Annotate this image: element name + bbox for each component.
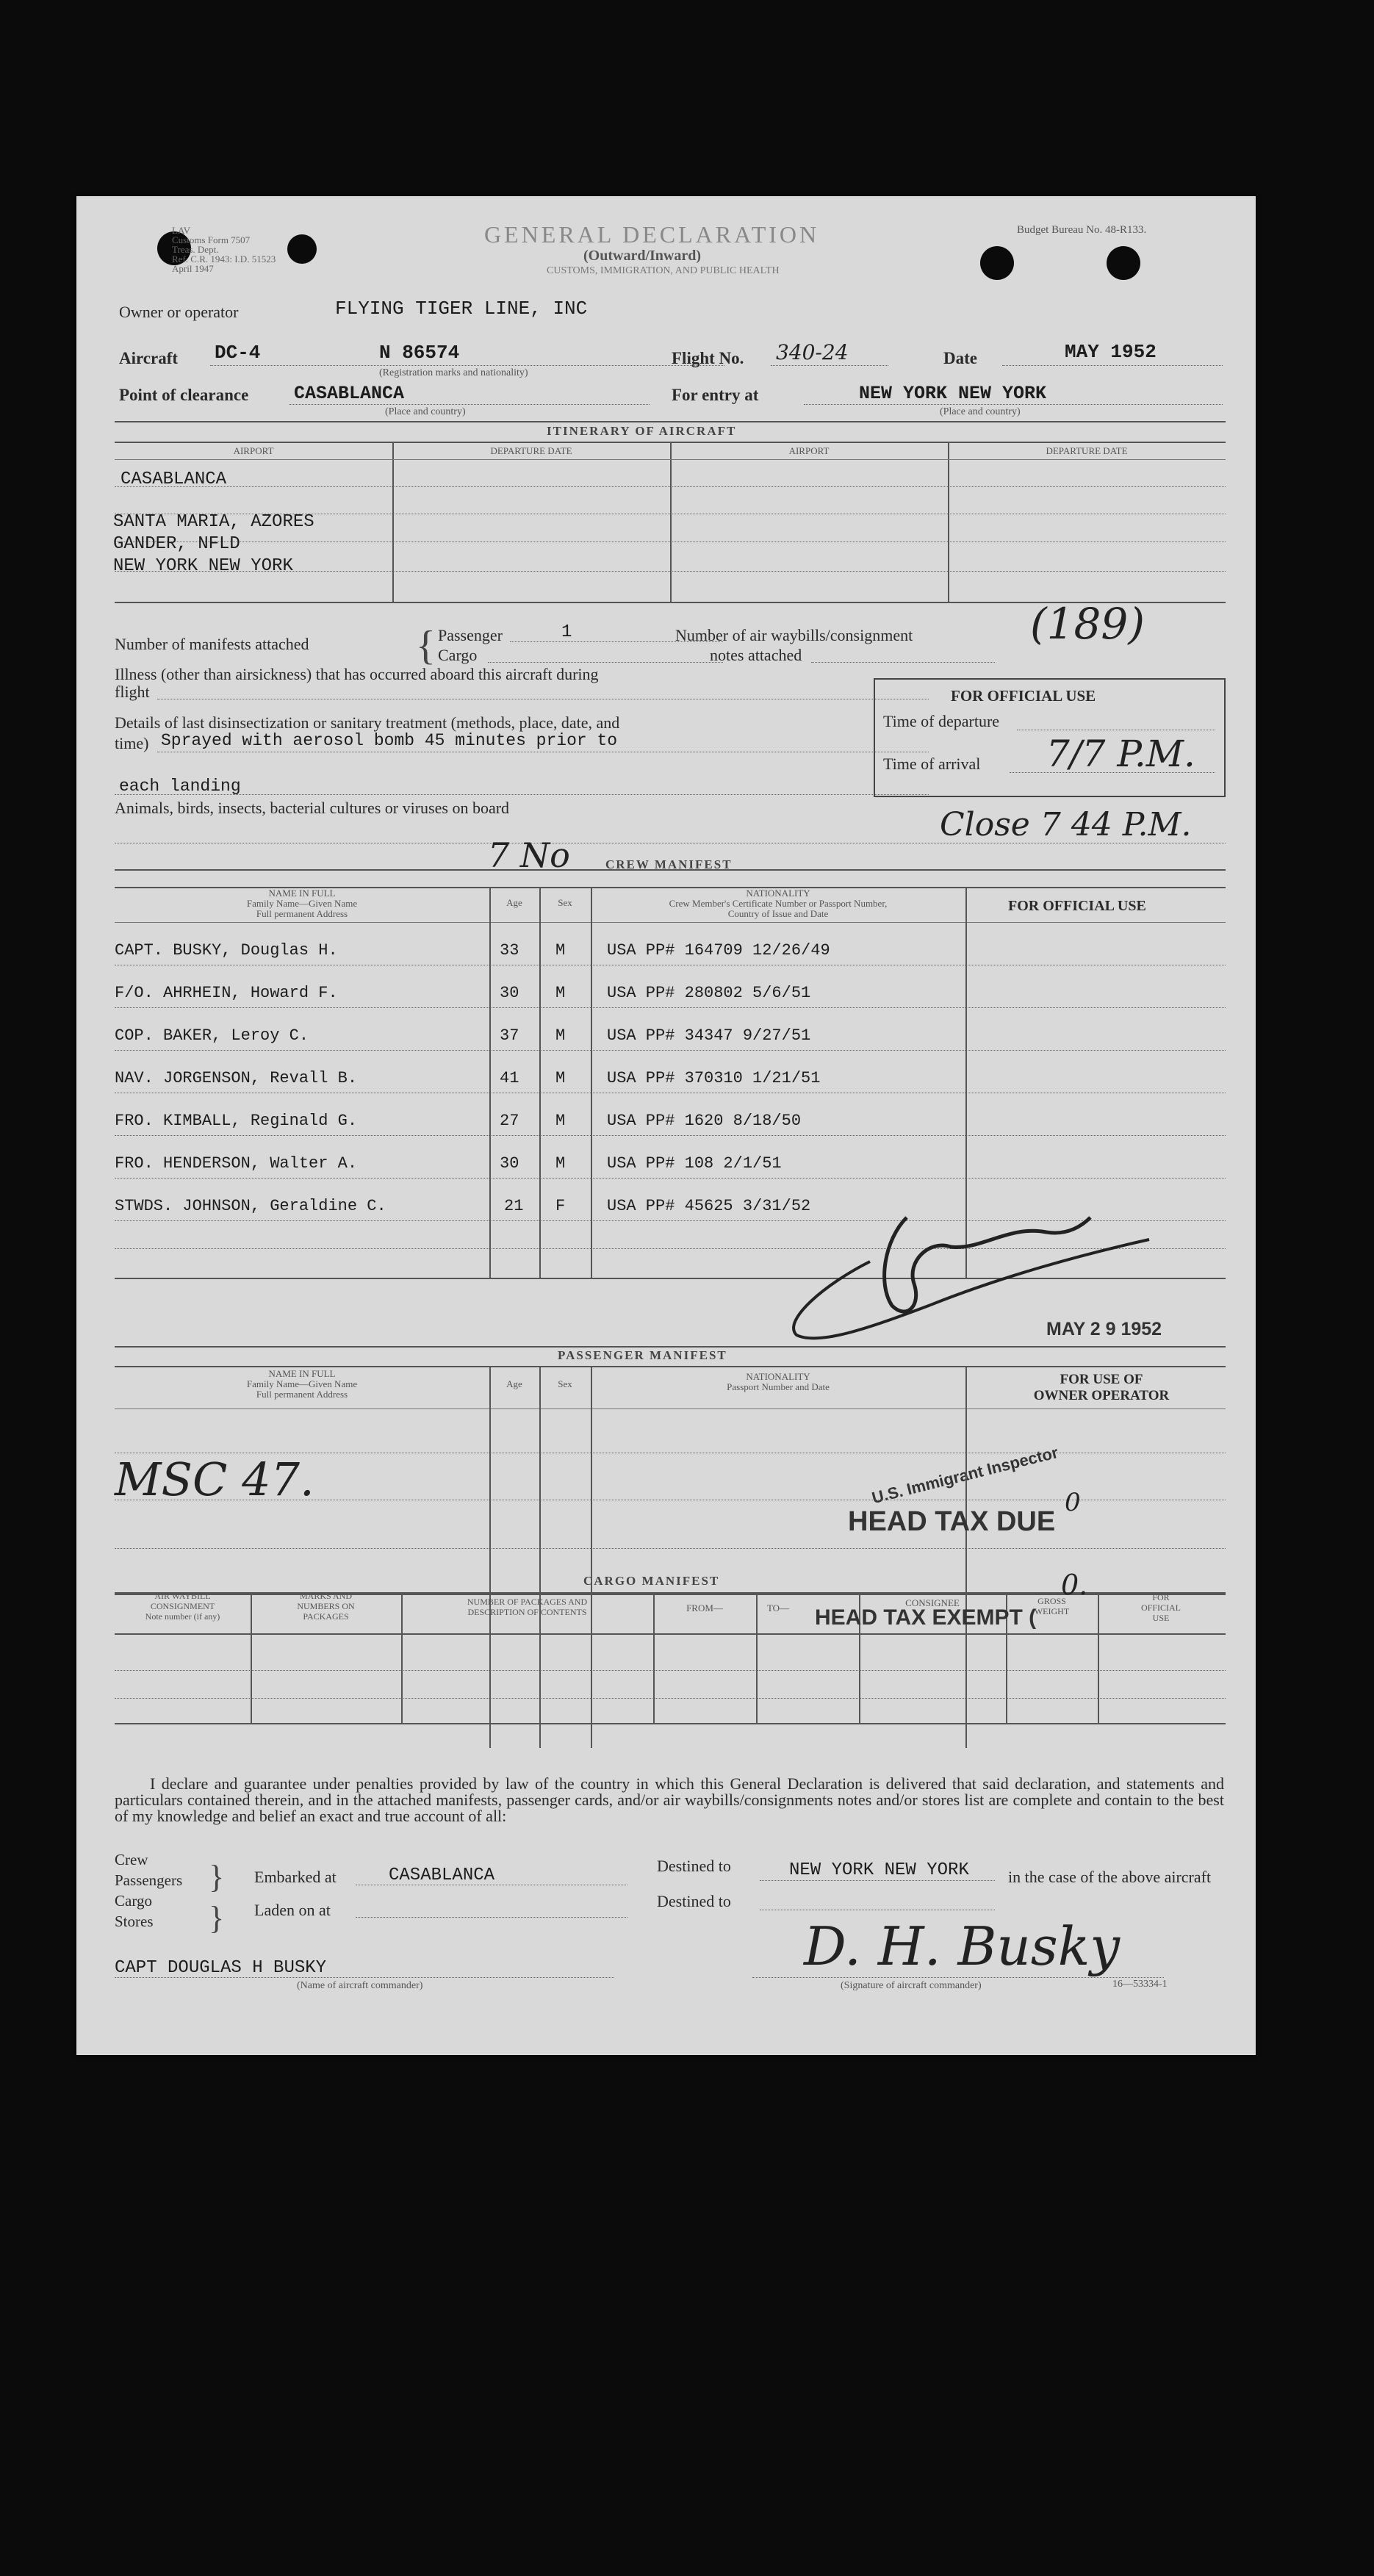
disinsect-value-1: Sprayed with aerosol bomb 45 minutes prior to bbox=[161, 731, 618, 750]
crew-age: 37 bbox=[500, 1026, 519, 1045]
waybills-value: (189) bbox=[1030, 599, 1145, 649]
crew-sex: F bbox=[555, 1197, 566, 1215]
commander-name: CAPT DOUGLAS H BUSKY bbox=[115, 1958, 327, 1978]
brace: { bbox=[416, 623, 436, 669]
crew-name: NAV. JORGENSON, Revall B. bbox=[115, 1069, 358, 1087]
clearance-value: CASABLANCA bbox=[294, 383, 405, 404]
embarked-value: CASABLANCA bbox=[389, 1866, 495, 1885]
illness-label: Illness (other than airsickness) that has occurred aboard this aircraft during bbox=[115, 665, 599, 683]
itinerary-airport: NEW YORK NEW YORK bbox=[113, 556, 293, 576]
registration: N 86574 bbox=[379, 342, 460, 364]
disinsect-value-2: each landing bbox=[119, 777, 241, 796]
flight-label: Flight No. bbox=[672, 349, 744, 367]
passenger-col-sex: Sex bbox=[558, 1378, 572, 1389]
head-tax-exempt-number: 0. bbox=[1061, 1569, 1088, 1601]
brace: } bbox=[209, 1900, 225, 1936]
form-number: 16—53334-1 bbox=[1112, 1979, 1168, 1990]
crew-sex: M bbox=[555, 1112, 566, 1130]
arrival-time-value: 7/7 P.M. bbox=[1046, 733, 1195, 775]
destined-label: Destined to bbox=[657, 1857, 731, 1875]
crew-col-age: Age bbox=[506, 897, 522, 908]
punch-hole bbox=[287, 234, 317, 264]
laden-label: Laden on at bbox=[254, 1901, 331, 1919]
case-text: in the case of the above aircraft bbox=[1008, 1868, 1212, 1886]
flight-value: 340-24 bbox=[776, 340, 849, 364]
crew-passport: USA PP# 34347 9/27/51 bbox=[607, 1026, 811, 1045]
registration-caption: (Registration marks and nationality) bbox=[379, 367, 528, 378]
inspector-stamp: U.S. Immigrant Inspector bbox=[870, 1443, 1060, 1508]
passenger-title: PASSENGER MANIFEST bbox=[558, 1348, 727, 1362]
passenger-col-age: Age bbox=[506, 1378, 522, 1389]
crew-passport: USA PP# 280802 5/6/51 bbox=[607, 984, 811, 1002]
entry-label: For entry at bbox=[672, 386, 759, 404]
cargo-col-waybill: AIR WAYBILL CONSIGNMENT Note number (if any) bbox=[145, 1591, 220, 1622]
passenger-handwritten: MSC 47. bbox=[115, 1453, 314, 1506]
declaration-text: I declare and guarantee under penalties provided by law of the country in which this General Declaration is delivered that said declaration, and statements and particulars contained therein, and in the attached manifests, passenger cards, and/or air waybills/consignments notes and/or stores list are complete and contain to the best of my knowledge and belief an exact and true account of all: bbox=[115, 1774, 1224, 1825]
crew-passport: USA PP# 1620 8/18/50 bbox=[607, 1112, 802, 1130]
aircraft-type: DC-4 bbox=[215, 342, 261, 364]
signature-caption: (Signature of aircraft commander) bbox=[841, 1980, 982, 1991]
date-label: Date bbox=[943, 349, 977, 367]
owner-value: FLYING TIGER LINE, INC bbox=[335, 298, 588, 320]
destined-value: NEW YORK NEW YORK bbox=[789, 1860, 969, 1880]
cargo-col-weight: GROSS WEIGHT bbox=[1034, 1596, 1070, 1616]
notes-attached: notes attached bbox=[710, 646, 802, 664]
itinerary-title: ITINERARY OF AIRCRAFT bbox=[547, 424, 737, 438]
commander-signature: D. H. Busky bbox=[804, 1915, 1121, 1977]
itinerary-airport: CASABLANCA bbox=[121, 469, 227, 489]
head-tax-due-number: 0 bbox=[1065, 1488, 1081, 1517]
itinerary-col-departure: DEPARTURE DATE bbox=[1046, 445, 1128, 456]
punch-hole bbox=[1107, 246, 1140, 280]
close-note: Close 7 44 P.M. bbox=[940, 806, 1192, 843]
manifests-label: Number of manifests attached bbox=[115, 635, 309, 653]
brace: } bbox=[209, 1859, 225, 1895]
itinerary-col-airport: AIRPORT bbox=[233, 445, 274, 456]
head-tax-exempt-stamp: HEAD TAX EXEMPT ( bbox=[815, 1605, 1037, 1630]
crew-age: 30 bbox=[500, 984, 519, 1002]
place-caption: (Place and country) bbox=[385, 406, 466, 417]
head-tax-due-stamp: HEAD TAX DUE bbox=[848, 1506, 1056, 1537]
passenger-col-name: NAME IN FULL Family Name—Given Name Full permanent Address bbox=[246, 1368, 358, 1400]
official-use-title: FOR OFFICIAL USE bbox=[951, 687, 1096, 705]
passenger-value: 1 bbox=[561, 622, 572, 642]
owner-label: Owner or operator bbox=[119, 303, 239, 321]
crew-sex: M bbox=[555, 1069, 566, 1087]
form-title: GENERAL DECLARATION bbox=[484, 221, 820, 248]
form-corner-text: LAV Customs Form 7507 Treas. Dept. Ref. C.R. 1943: I.D. 51523 April 1947 bbox=[172, 225, 276, 274]
crew-age: 41 bbox=[500, 1069, 519, 1087]
clearance-label: Point of clearance bbox=[119, 386, 249, 404]
declaration-form bbox=[76, 196, 1256, 2055]
cargo-title: CARGO MANIFEST bbox=[583, 1574, 720, 1588]
cargo-col-description: NUMBER OF PACKAGES AND DESCRIPTION OF CONTENTS bbox=[467, 1597, 588, 1617]
crew-title: CREW MANIFEST bbox=[605, 857, 733, 871]
crew-col-official: FOR OFFICIAL USE bbox=[1008, 898, 1146, 914]
crew-name: STWDS. JOHNSON, Geraldine C. bbox=[115, 1197, 386, 1215]
crew-name: COP. BAKER, Leroy C. bbox=[115, 1026, 309, 1045]
crew-age: 27 bbox=[500, 1112, 519, 1130]
crew-name: CAPT. BUSKY, Douglas H. bbox=[115, 941, 338, 960]
crew-sex: M bbox=[555, 1026, 566, 1045]
embarked-label: Embarked at bbox=[254, 1868, 337, 1886]
cargo-col-from: FROM— bbox=[686, 1602, 723, 1613]
crew-passport: USA PP# 370310 1/21/51 bbox=[607, 1069, 821, 1087]
crew-col-name: NAME IN FULL Family Name—Given Name Full permanent Address bbox=[246, 888, 358, 919]
crew-sex: M bbox=[555, 1154, 566, 1173]
destined-label: Destined to bbox=[657, 1892, 731, 1910]
itinerary-airport: GANDER, NFLD bbox=[113, 534, 240, 554]
waybills-label: Number of air waybills/consignment bbox=[675, 626, 913, 644]
passenger-label: Passenger bbox=[438, 626, 503, 644]
entry-value: NEW YORK NEW YORK bbox=[859, 383, 1047, 404]
arrival-time-label: Time of arrival bbox=[883, 755, 981, 773]
declaration-categories: Crew Passengers Cargo Stores bbox=[115, 1851, 183, 1930]
place-caption: (Place and country) bbox=[940, 406, 1021, 417]
crew-sex: M bbox=[555, 984, 566, 1002]
itinerary-col-departure: DEPARTURE DATE bbox=[490, 445, 572, 456]
cargo-col-marks: MARKS AND NUMBERS ON PACKAGES bbox=[297, 1591, 355, 1622]
cargo-col-to: TO— bbox=[766, 1602, 790, 1613]
itinerary-col-airport: AIRPORT bbox=[788, 445, 830, 456]
crew-age: 21 bbox=[504, 1197, 524, 1215]
crew-name: FRO. HENDERSON, Walter A. bbox=[115, 1154, 358, 1173]
disinsect-label: Details of last disinsectization or sanitary treatment (methods, place, date, and bbox=[115, 713, 620, 732]
passenger-col-official: FOR USE OF OWNER OPERATOR bbox=[1033, 1372, 1170, 1403]
illness-label-cont: flight bbox=[115, 683, 150, 701]
form-subtitle: (Outward/Inward) bbox=[583, 248, 702, 264]
cargo-label: Cargo bbox=[438, 646, 478, 664]
cargo-col-official: FOR OFFICIAL USE bbox=[1140, 1592, 1181, 1623]
crew-passport: USA PP# 164709 12/26/49 bbox=[607, 941, 830, 960]
crew-passport: USA PP# 45625 3/31/52 bbox=[607, 1197, 811, 1215]
animals-label: Animals, birds, insects, bacterial cultures or viruses on board bbox=[115, 799, 510, 817]
itinerary-airport: SANTA MARIA, AZORES bbox=[113, 512, 314, 532]
crew-col-sex: Sex bbox=[558, 897, 572, 908]
crew-age: 33 bbox=[500, 941, 519, 960]
passenger-col-nationality: NATIONALITY Passport Number and Date bbox=[727, 1371, 830, 1392]
budget-number: Budget Bureau No. 48-R133. bbox=[1017, 224, 1147, 236]
cargo-col-consignee: CONSIGNEE bbox=[905, 1597, 960, 1608]
crew-age: 30 bbox=[500, 1154, 519, 1173]
crew-sex: M bbox=[555, 941, 566, 960]
crew-name: FRO. KIMBALL, Reginald G. bbox=[115, 1112, 358, 1130]
inspector-stamp-date: MAY 2 9 1952 bbox=[1046, 1319, 1162, 1339]
crew-handwritten: 7 No bbox=[488, 835, 570, 875]
punch-hole bbox=[980, 246, 1014, 280]
date-value: MAY 1952 bbox=[1065, 341, 1157, 363]
commander-caption: (Name of aircraft commander) bbox=[297, 1980, 423, 1991]
disinsect-label-cont: time) bbox=[115, 734, 149, 752]
aircraft-label: Aircraft bbox=[119, 349, 179, 367]
departure-time-label: Time of departure bbox=[883, 712, 1000, 730]
crew-col-nationality: NATIONALITY Crew Member's Certificate Number or Passport Number, Country of Issue and Date bbox=[669, 888, 888, 919]
crew-passport: USA PP# 108 2/1/51 bbox=[607, 1154, 782, 1173]
crew-name: F/O. AHRHEIN, Howard F. bbox=[115, 984, 338, 1002]
form-subtitle2: CUSTOMS, IMMIGRATION, AND PUBLIC HEALTH bbox=[547, 265, 780, 276]
